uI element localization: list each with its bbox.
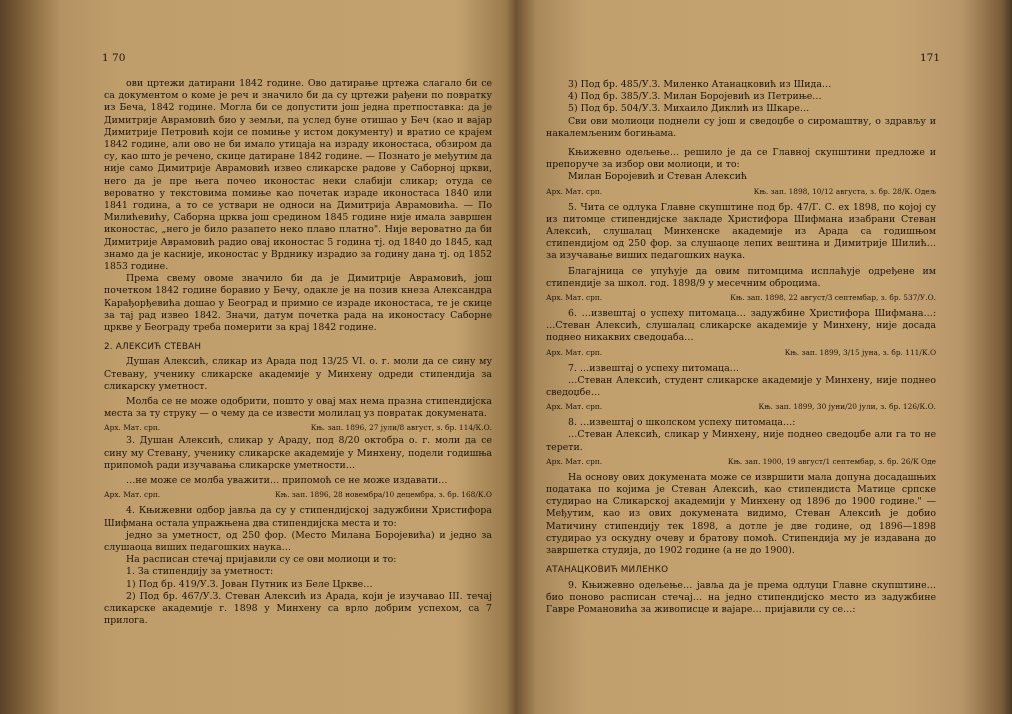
page-number: 1 70 — [102, 52, 126, 64]
section-heading: 2. АЛЕКСИЋ СТЕВАН — [104, 342, 202, 353]
page-number: 171 — [919, 52, 940, 64]
list-item: 1) Под бр. 419/У.З. Јован Путник из Беле Цркве… — [126, 578, 373, 590]
archive-reference — [546, 186, 936, 197]
page-body — [104, 78, 492, 627]
archive-reference — [546, 401, 936, 412]
paragraph: 3. Душан Алексић, сликар у Араду, под 8/20 октобра о. г. моли да се сину му Стевану, ученику сликарске академије у Минхену, подели годишња припомоћ ради изучавања сликарске уметности… — [104, 435, 492, 471]
paragraph: На расписан стечај пријавили су се ови молиоци и то: — [126, 554, 397, 566]
paragraph: једно за уметност, од 250 фор. (Место Милана Бороjевића) и једно за слушаоца виших педагошких наука… — [104, 529, 492, 553]
reference-source: Арх. Мат. срп. — [546, 456, 603, 466]
applicant-list — [104, 566, 492, 627]
reference-record: Књ. зап. 1898, 10/12 августа, з. бр. 28/К. Одељ — [753, 186, 936, 196]
paragraph: 6. …извештај о успеху питомаца… задужбине Христифора Шифмана…: …Стеван Алексић, слушалац сликарске академије у Минхену, није досада поднео никаквих сведоџаба… — [546, 308, 936, 344]
paragraph: …Стеван Алексић, студент сликарске академије у Минхену, није поднео сведоџбе… — [546, 374, 936, 399]
paragraph: На основу ових докумената може се извршити мала допуна досадашњих података по којима је Стеван Алексић, као стипендиста Матице српске студирао на Сликарској академији у Минхену од 1896 до 1900 године." — Међутим, као из ових докумената видимо, Стеван Алексић је добио Матичину стипендију тек 1898, а дотле је две године, од 1896—1898 студирао уз оскудну очеву и братову помоћ. Стипендија му је издавана до завршетка студија, до 1902 године (а не до 1900). — [546, 471, 936, 557]
list-item: 4) Под бр. 385/У.З. Милан Боројевић из Петриње… — [568, 91, 822, 103]
reference-source: Арх. Мат. срп. — [546, 402, 603, 412]
paragraph: …не може се молба уважити… припомоћ се не може издавати… — [126, 475, 448, 487]
archive-reference — [104, 489, 492, 500]
archive-reference — [546, 347, 936, 358]
paragraph: …Стеван Алексић, сликар у Минхену, није поднео сведоџбе али га то не терети. — [546, 429, 936, 453]
page-body — [546, 79, 936, 616]
archive-reference — [546, 456, 936, 467]
reference-record: Књ. зап. 1900, 19 август/1 септембар, з. бр. 26/К Оде — [727, 456, 936, 466]
paragraph: 4. Књижевни одбор јавља да су у стипендијској задужбини Христифора Шифмана остала упражњена два стипендијска места и то: — [104, 505, 492, 529]
left-page — [100, 0, 496, 714]
paragraph: Молба се не може одобрити, пошто у овај мах нема празна стипендијска места за ту струку — о чему да се извести молилац уз повратак докумената. — [104, 396, 492, 420]
paragraph: Сви ови молиоци поднели су још и сведоџбе о сиромаштву, о здрављу и накалемљеним богињама. — [546, 115, 936, 139]
reference-record: Књ. зап. 1899, 3/15 јуна, з. бр. 111/К.О — [784, 347, 936, 357]
paragraph: Књижевно одељење… решило је да се Главној скупштини предложе и препоруче за избор ови молиоци, и то: — [546, 147, 936, 171]
reference-source: Арх. Мат. срп. — [104, 423, 161, 433]
reference-record: Књ. зап. 1898, 22 август/3 септембар, з. бр. 537/У.О. — [730, 293, 936, 303]
reference-record: Књ. зап. 1896, 27 јули/8 август, з. бр. 114/К.О. — [310, 423, 492, 433]
paragraph: 8. …извештај о школском успеху питомаца…: — [568, 417, 796, 429]
archive-reference — [546, 292, 936, 303]
list-item: 3) Под бр. 485/У.З. Миленко Атанацковић из Шида… — [568, 79, 832, 90]
reference-source: Арх. Мат. срп. — [546, 293, 603, 303]
paragraph: 7. …извештај о успеху питомаца… — [568, 362, 740, 374]
paragraph: ови цртежи датирани 1842 године. Ово датирање цртежа слагало би се са документом о коме је реч и значило би да су цртежи рађени по повратку из Беча, 1842 године. Могла би се допустити још једна претпоставка: да је Димитрије Аврамовић био у земљи, па услед буне отишао у Беч (као и вајар Димитрије Петровић који се помиње у истом документу) и вратио се крајем 1842 године, али ово не би имало утицаја на израду иконостаса, обзиром да су, као што је речено, скице датиране 1842 године. — Познато је међутим да није само Димитрије Аврамовић извео сликарске радове у Саборној цркви, него да је пре њега почео иконостас неки слабији сликар; отуда се вероватно у текстовима помиње као почетак израде иконостаса 1840 или 1841 година, а то се уствари не односи на Димитрија Аврамовића. — По Милићевићу, Саборна црква још средином 1845 године није имала завршен иконостас, „него је било разапето неко плаво платно". Није вероватно да би Димитрије Аврамовић радио овај иконостас 5 година тј. од 1840 до 1845, кад знамо да је касније, иконостас у Врднику израдио за годину дана тј. од 1852 1853 године. — [104, 78, 492, 273]
paragraph: 5. Чита се одлука Главне скупштине под бр. 47/Г. С. ех 1898, по којој су из питомце стипендијске закладе Христифора Шифмана изабрани Стеван Алексић, слушалац Минхенске академије из Арада са годишњом стипендијом од 250 фор. за слушаоце лепих вештина и Димитрије Шилић… за изучавање виших педагошких наука. — [546, 201, 936, 262]
reference-source: Арх. Мат. срп. — [546, 347, 603, 357]
list-item: 5) Под бр. 504/У.З. Михаило Диклић из Шкаре… — [568, 103, 810, 115]
right-page — [540, 0, 940, 714]
paragraph: Душан Алексић, сликар из Арада под 13/25 VI. о. г. моли да се сину му Стевану, ученику сликарске академије у Минхену одреди стипендија за сликарску уметност. — [104, 356, 492, 392]
paragraph: Према свему овоме значило би да је Димитрије Аврамовић, још почетком 1842 године боравио у Бечу, одакле је на позив кнеза Александра Карађорђевића дошао у Београд и примио се израде иконостаса, те је скице за тај рад извео 1842. Значи, датум почетка рада на иконостасу Саборне цркве у Београду треба померити за крај 1842 године. — [104, 273, 492, 334]
reference-record: Књ. зап. 1899, 30 јуни/20 јули, з. бр. 126/К.О. — [758, 402, 936, 412]
list-item: 1. За стипендију за уметност: — [126, 566, 274, 578]
list-item: 2) Под бр. 467/У.З. Стеван Алексић из Арада, који је изучавао III. течај сликарске академије г. 1898 у Минхену са врло добрим успехом, са 7 прилога. — [104, 590, 492, 627]
reference-source: Арх. Мат. срп. — [546, 186, 603, 196]
applicant-list — [546, 79, 936, 116]
reference-record: Књ. зап. 1896, 28 новембра/10 децембра, з. бр. 168/К.О — [274, 490, 492, 500]
reference-source: Арх. Мат. срп. — [104, 490, 161, 500]
paragraph: 9. Књижевно одељење… јавља да је према одлуци Главне скупштине… био поново расписан стечај… на једно стипендијско место из задужбине Гавре Романовића за живописце и вајаре… пријавили су се…: — [546, 579, 936, 615]
paragraph: Милан Боројевић и Стеван Алексић — [568, 171, 748, 183]
archive-reference — [104, 422, 492, 433]
section-heading: АТАНАЦКОВИЋ МИЛЕНКО — [546, 565, 669, 576]
paragraph: Благајница се упућује да овим питомцима исплаћује одређене им стипендије за школ. год. 1898/9 у месечним оброцима. — [546, 265, 936, 289]
